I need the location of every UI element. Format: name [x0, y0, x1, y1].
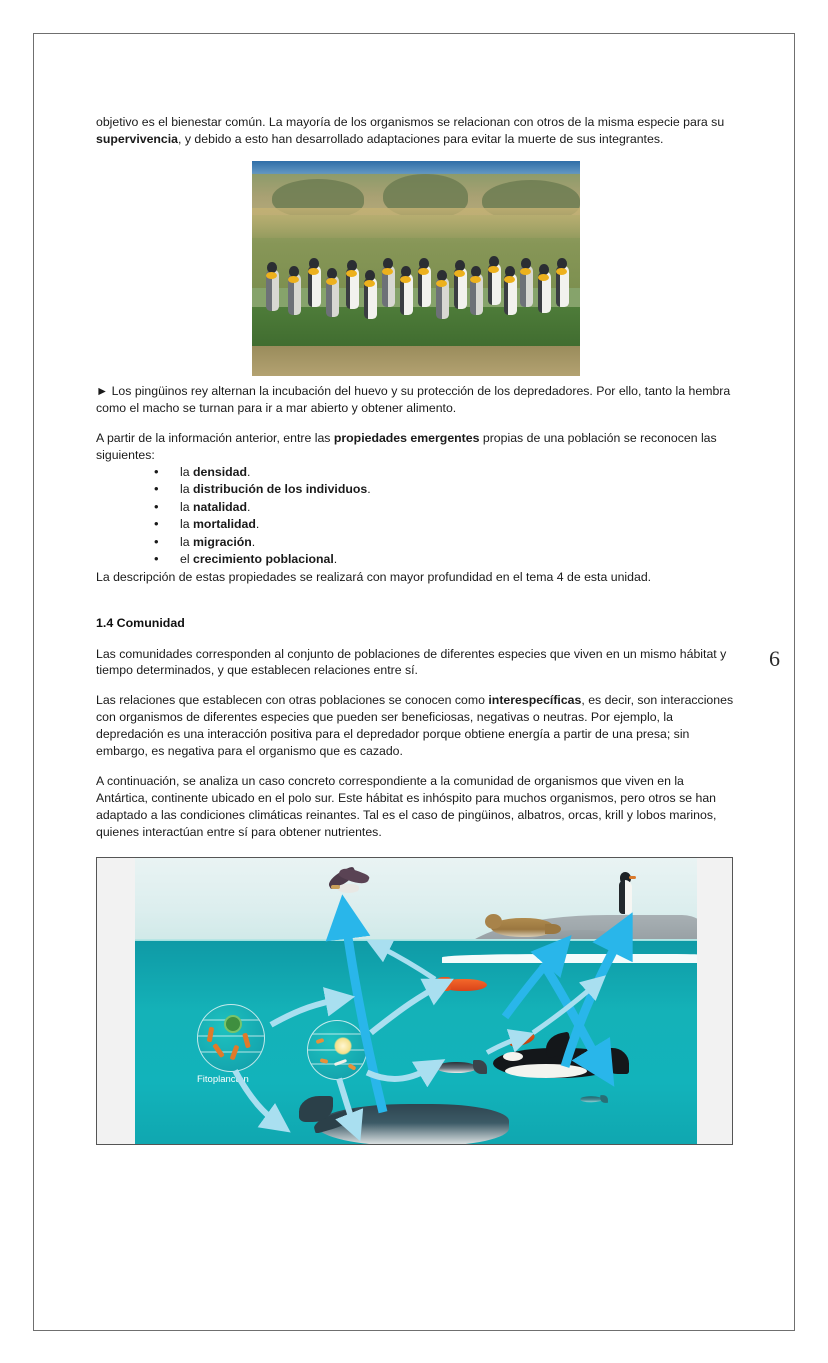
- bullet-term: crecimiento poblacional: [193, 552, 334, 567]
- emergent-properties-list: [96, 464, 736, 569]
- photo-foreground-grass: [252, 307, 580, 350]
- list-item: [154, 499, 736, 516]
- bullet-article: el: [180, 552, 193, 567]
- phytoplankton-inset: [197, 1004, 265, 1072]
- list-item: [154, 551, 736, 568]
- orca-icon: [493, 1036, 625, 1088]
- bullet-article: la: [180, 517, 193, 532]
- bullet-term: natalidad: [193, 499, 247, 514]
- bullet-period: .: [251, 534, 256, 549]
- bullet-article: la: [180, 534, 193, 549]
- interspecific-a: Las relaciones que establecen con otras poblaciones se conocen como: [96, 693, 489, 708]
- interspecific-bold: interespecíficas: [488, 693, 582, 708]
- caption-text: Los pingüinos rey alternan la incubación del huevo y su protección de los depredadores. Por ello, tanto la hembra como el macho se turnan para ir a mar abierto y obtener alimento.: [96, 383, 731, 415]
- diagram-shore-ice: [442, 954, 697, 963]
- list-item: [154, 516, 736, 533]
- paragraph-community-definition: Las comunidades corresponden al conjunto de poblaciones de diferentes especies que viven en un mismo hábitat y tiempo determinados, y que establecen relaciones entre sí.: [96, 646, 727, 678]
- interspecific-b: , es decir, son interacciones con organismos de diferentes especies que pueden ser beneficiosas, negativas o neutras. Por ejemplo, la depredación es una interacción positiva para el depredador porque obtiene energía a partir de una presa; sin embargo, es negativa para el organismo que es cazado.: [96, 693, 734, 759]
- list-item: [154, 481, 736, 498]
- intro-text-a: objetivo es el bienestar común. La mayoría de los organismos se relacionan con otros de la misma especie para su: [96, 115, 725, 129]
- penguin-photo-caption: [96, 383, 736, 417]
- bullet-period: .: [246, 499, 251, 514]
- page-sheet: [33, 33, 795, 1331]
- photo-foreground-dry: [252, 346, 580, 376]
- bullet-term: densidad: [193, 464, 247, 479]
- list-intro-a: A partir de la información anterior, entre las: [96, 430, 334, 445]
- paragraph-intro: [96, 114, 736, 148]
- list-intro-bold: propiedades emergentes: [333, 430, 480, 445]
- penguin-icon: [619, 872, 635, 914]
- bullet-period: .: [333, 552, 338, 567]
- paragraph-list-outro: La descripción de estas propiedades se realizará con mayor profundidad en el tema 4 de esta unidad.: [96, 569, 652, 584]
- bullet-period: .: [255, 517, 260, 532]
- bullet-period: .: [367, 482, 371, 497]
- zooplankton-inset: [307, 1020, 367, 1080]
- bullet-article: la: [180, 464, 193, 479]
- bullet-term: migración: [193, 534, 252, 549]
- bullet-term: mortalidad: [193, 517, 256, 532]
- bullet-article: la: [180, 482, 193, 497]
- fish-distant-icon: [577, 1094, 607, 1104]
- paragraph-list-intro: [96, 430, 736, 464]
- bullet-period: .: [246, 464, 251, 479]
- seal-icon: [485, 912, 561, 940]
- section-heading-1-4: 1.4 Comunidad: [96, 615, 185, 630]
- bullet-term: distribución de los individuos: [193, 482, 368, 497]
- page-number: 6: [769, 646, 780, 671]
- document-content: [96, 114, 736, 1145]
- whale-icon: [307, 1088, 517, 1144]
- photo-dry-grass: [252, 208, 580, 238]
- paragraph-antarctic: A continuación, se analiza un caso concreto correspondiente a la comunidad de organismos que viven en la Antártica, continente ubicado en el polo sur. Este hábitat es inhóspito para muchos organismos, pero otros se han adaptado a las condiciones climáticas reinantes. Tal es el caso de pingüinos, albatros, orcas, krill y lobos marinos, quienes interactúan entre sí para obtener nutrientes.: [96, 774, 717, 840]
- bullet-article: la: [180, 499, 193, 514]
- caption-marker-icon: ►: [96, 383, 109, 398]
- list-item: [154, 534, 736, 551]
- paragraph-interspecific: [96, 692, 736, 760]
- penguin-colony-photo: [252, 161, 580, 376]
- albatross-icon: [325, 870, 371, 904]
- penguin-photo-wrap: [96, 161, 736, 376]
- list-item: [154, 464, 736, 481]
- list-intro-b: propias de una población se reconocen las siguientes:: [96, 430, 717, 462]
- fish-icon: [431, 1058, 485, 1076]
- phytoplankton-label: Fitoplancton: [197, 1074, 249, 1086]
- food-web-illustration: [135, 858, 697, 1144]
- intro-bold-supervivencia: supervivencia: [96, 131, 179, 146]
- krill-icon: [435, 976, 491, 994]
- intro-text-b: , y debido a esto han desarrollado adaptaciones para evitar la muerte de sus integrantes.: [178, 131, 664, 146]
- food-web-figure: [96, 857, 733, 1145]
